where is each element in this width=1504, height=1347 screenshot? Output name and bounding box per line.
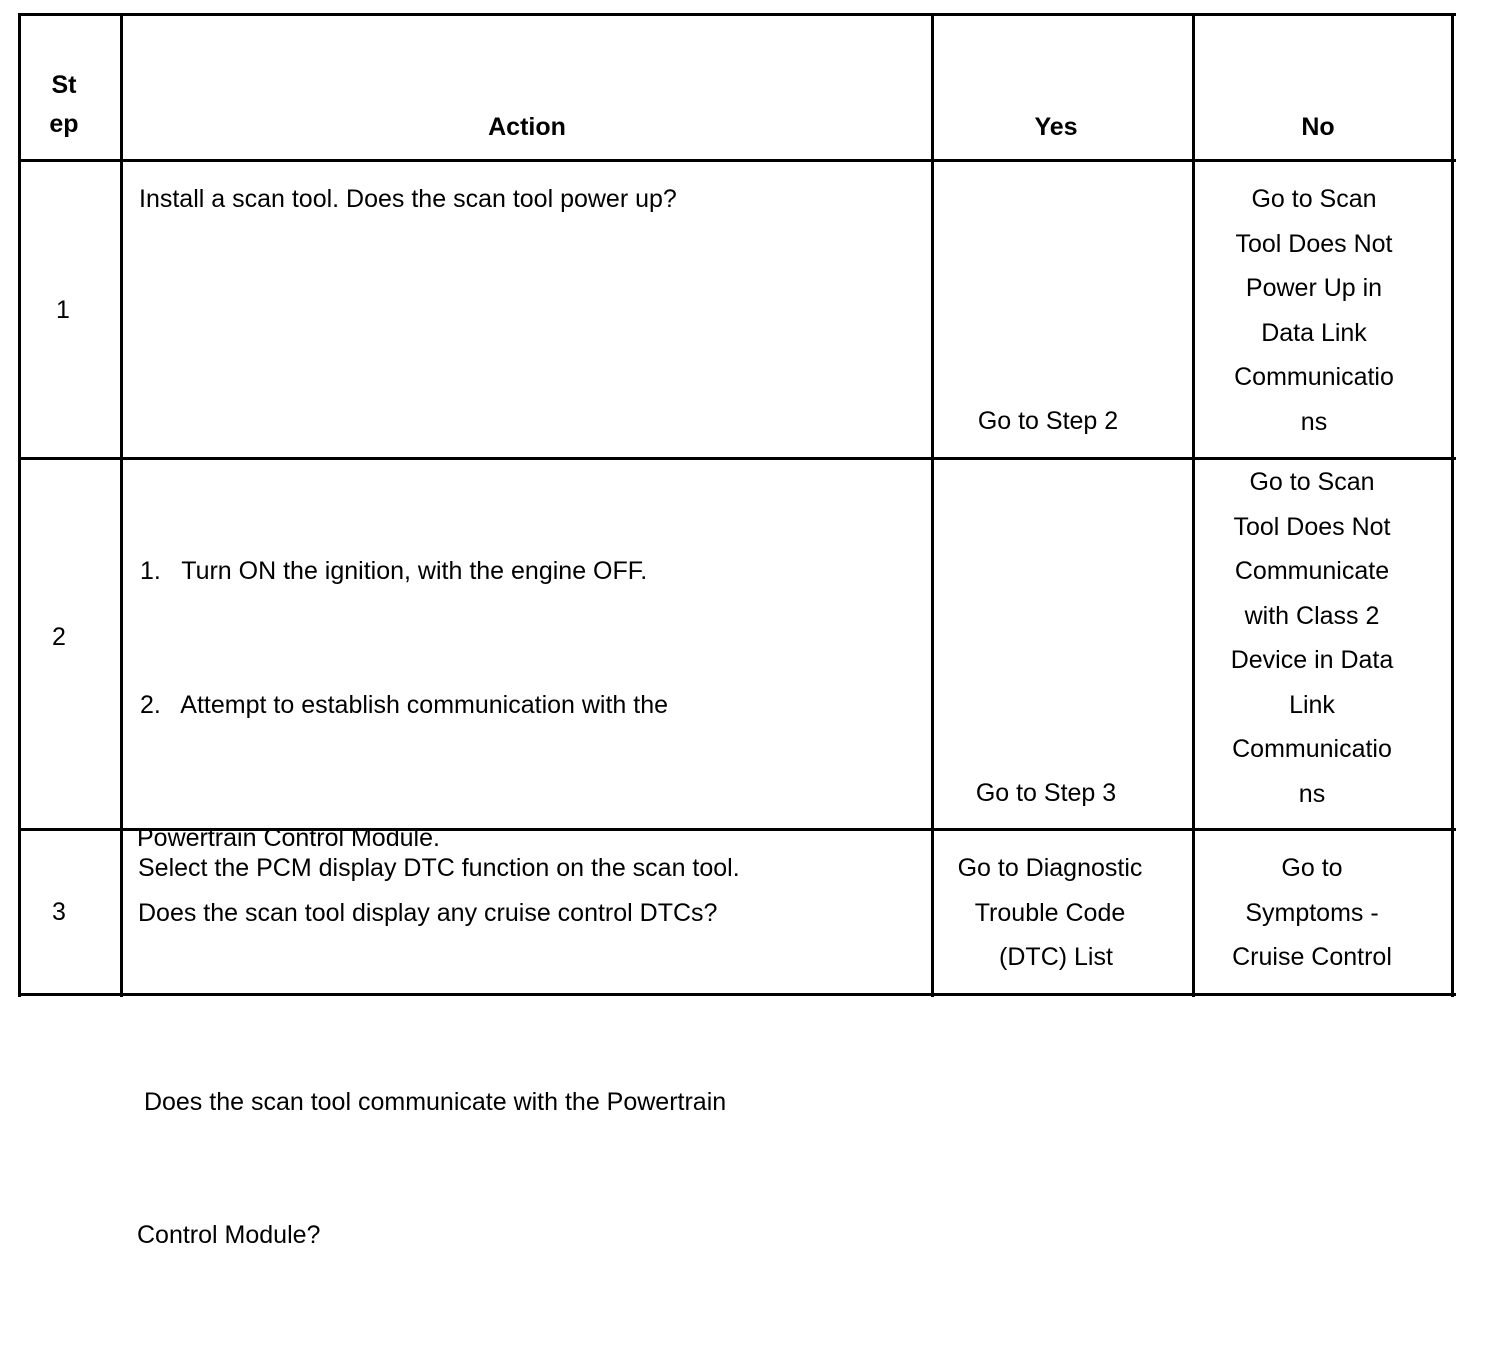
row-2-no-line-2: Tool Does Not: [1233, 512, 1391, 541]
row-1-no: [1195, 177, 1433, 444]
row-2-step: 2: [52, 623, 66, 651]
row-1-no-line-4: Data Link: [1261, 318, 1367, 347]
row-2-no-line-8: ns: [1298, 779, 1326, 808]
row-2-no-line-1: Go to Scan: [1249, 468, 1375, 496]
row-1-yes: Go to Step 2: [977, 407, 1119, 435]
row-3-action-line-1: Select the PCM display DTC function on the scan tool.: [138, 854, 740, 882]
row-3-action: [138, 846, 740, 935]
row-2-no: [1195, 460, 1429, 816]
row-3-no: [1195, 846, 1429, 980]
row-1-no-line-5: Communicatio: [1234, 363, 1394, 391]
row-2-action-line-2: 2. Attempt to establish communication with the: [140, 690, 669, 719]
header-step-line-2: ep: [49, 110, 79, 138]
row-2-yes: Go to Step 3: [975, 779, 1117, 807]
row-3-step: 3: [52, 898, 66, 926]
header-step-line-1: St: [51, 71, 77, 99]
row-1-action-line-1: Install a scan tool. Does the scan tool power up?: [139, 185, 677, 213]
row-1-no-line-3: Power Up in: [1245, 274, 1383, 302]
row-2-no-line-3: Communicate: [1234, 557, 1390, 585]
header-action: Action: [488, 113, 566, 141]
row-3-no-line-2: Symptoms -: [1245, 898, 1379, 927]
row-3-yes: [934, 846, 1166, 980]
row-2-no-line-5: Device in Data: [1230, 646, 1394, 674]
row-1-action: [139, 177, 677, 222]
row-2-action-line-5: Control Module?: [137, 1221, 321, 1249]
row-2-action-spacer: [137, 950, 726, 991]
row-3-yes-line-2: Trouble Code: [974, 898, 1126, 927]
table-border-top: [18, 13, 1456, 16]
row-2-no-line-7: Communicatio: [1232, 735, 1392, 763]
row-3-action-line-2: Does the scan tool display any cruise control DTCs?: [138, 898, 718, 927]
row-divider-header: [18, 159, 1456, 162]
row-2-no-line-4: with Class 2: [1244, 601, 1380, 630]
row-3-yes-line-1: Go to Diagnostic: [957, 854, 1143, 882]
row-2-action-line-3: Powertrain Control Module.: [137, 824, 440, 852]
row-1-step: 1: [56, 296, 70, 324]
row-3-yes-line-3: (DTC) List: [999, 943, 1113, 971]
row-3-no-line-3: Cruise Control: [1232, 943, 1392, 971]
header-no: No: [1301, 113, 1335, 141]
row-1-no-line-6: ns: [1300, 407, 1328, 436]
row-1-no-line-2: Tool Does Not: [1235, 229, 1393, 258]
header-step: [21, 66, 107, 144]
header-yes: Yes: [1034, 113, 1078, 141]
row-2-no-line-6: Link: [1289, 690, 1335, 719]
row-2-action-line-4: Does the scan tool communicate with the Powertrain: [137, 1087, 727, 1116]
row-3-no-line-1: Go to: [1281, 854, 1343, 882]
row-1-no-line-1: Go to Scan: [1251, 185, 1377, 213]
row-2-action-line-1: 1. Turn ON the ignition, with the engine OFF.: [140, 557, 648, 585]
